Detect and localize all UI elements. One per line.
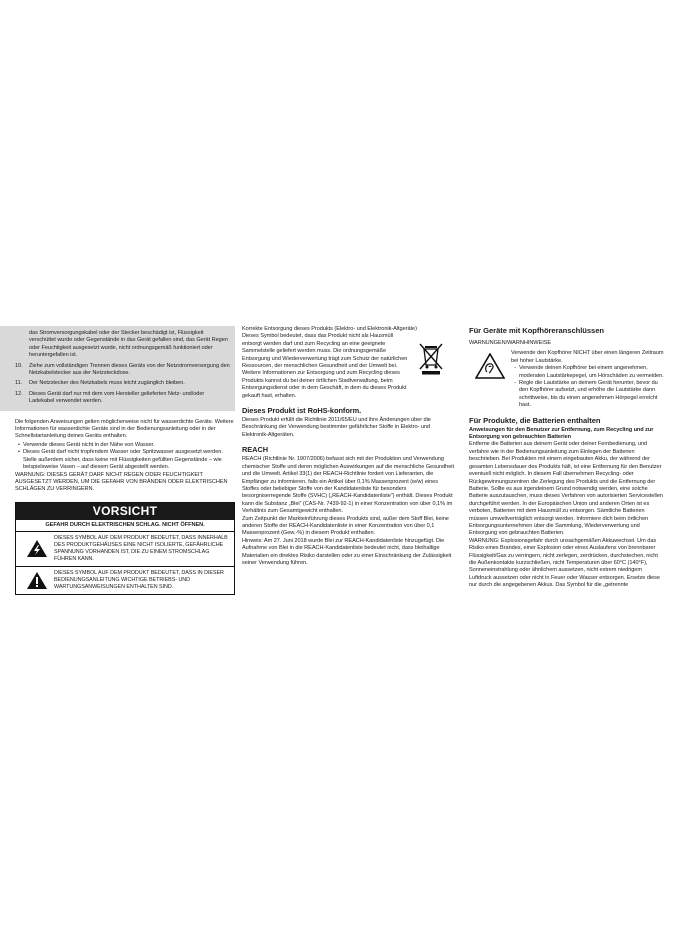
caution-subtitle: GEFAHR DURCH ELEKTRISCHEN SCHLAG. NICHT ÖFFNEN. [16, 520, 234, 532]
electric-shock-warning-icon [20, 539, 54, 558]
reach-heading: REACH [242, 445, 269, 455]
battery-heading: Für Produkte, die Batterien enthalten [469, 415, 601, 425]
caution-row: DIESES SYMBOL AUF DEM PRODUKT BEDEUTET, DASS INNERHALB DES PRODUKTGEHÄUSES EINE NICHT ISOLIERTE, GEFÄHRLICHE SPANNUNG VORHANDEN IST, DIE ZU EINEM STROMSCHLAG FÜHREN KANN. [16, 532, 234, 566]
list-item: 10. Ziehe zum vollständigen Trennen dieses Geräts von der Netzstromversorgung den Netzkabelstecker aus der Netzsteckdose. [15, 362, 230, 377]
reach-note: Hinweis: Am 27. Juni 2018 wurde Blei zur REACH-Kandidatenliste hinzugefügt. Die Aufnahme von Blei in die REACH-Kandidatenliste bedeutet nicht, dass bleihaltige Materialien ein direktes Risiko darstellen oder zu einer Einschränkung der Zulässigkeit seiner Verwendung führen. [242, 537, 452, 566]
caution-box [15, 502, 235, 595]
column-left [15, 326, 235, 595]
battery-warning: WARNUNG: Explosionsgefahr durch unsachgemäßen Akkuwechsel. Um das Risiko eines Brandes, einer Explosion oder eines Auslaufens von brennbarer Flüssigkeit/Gas zu verringern, nicht zerlegen, zerdrücken, durchstechen, nicht die Außenkontakte kurzschließen, nicht Temperaturen über 60°C (140°F), Sonneneinstrahlung oder ähnlichem aussetzen, nicht extrem niedrigem Luftdruck aussetzen oder nicht in Feuer oder Wasser entsorgen. Ersetze diese nur durch die angegebenen Akkus. Das Symbol für die „getrennte [469, 537, 660, 589]
disposal-heading: Korrekte Entsorgung dieses Produkts (Elektro- und Elektronik-Altgeräte) [242, 326, 417, 332]
crossed-bin-icon [408, 333, 454, 400]
list-continuation: das Stromversorgungskabel oder der Stecker beschädigt ist, Flüssigkeit verschüttet wurde oder Gegenstände in das Gerät gefallen sind, das Gerät Regen oder Feuchtigkeit ausgesetzt wurde, nicht ordnungsgemäß funktioniert oder heruntergefallen ist. [29, 330, 228, 359]
caution-title: VORSICHT [16, 503, 234, 520]
headphone-warning-label: WARNUNGEN/WARNHINWEISE [469, 340, 552, 346]
headphone-text: Verwende den Kopfhörer NICHT über einen längeren Zeitraum bei hoher Lautstärke. [511, 350, 664, 364]
list-item: - Verwende deinen Kopfhörer bei einem angenehmen, moderaten Lautstärkepegel, um Hörschäden zu vermeiden. [514, 365, 664, 379]
headphone-heading: Für Geräte mit Kopfhöreranschlüssen [469, 326, 604, 335]
disposal-text: Dieses Symbol bedeutet, dass das Produkt nicht als Hausmüll entsorgt werden darf und zum Recycling an eine geeignete Sammelstelle geliefert werden muss. Die ordnungsgemäße Entsorgung und Wiederverwertung trägt zum Schutz der natürlichen Ressourcen, der menschlichen Gesundheit und der Umwelt bei. Weitere Informationen zur Entsorgung und zum Recycling dieses Produkts kannst du bei deiner örtlichen Stadtverwaltung, beim Entsorgungsdienst oder in dem Geschäft, in dem du dieses Produkt gekauft hast, erhalten. [242, 333, 408, 399]
column-right [469, 326, 665, 590]
column-middle [242, 326, 454, 567]
rohs-heading: Dieses Produkt ist RoHS-konform. [242, 406, 362, 416]
list-item: • Dieses Gerät darf nicht tropfendem Wasser oder Spritzwasser ausgesetzt werden. Stelle außerdem sicher, dass keine mit Flüssigkeiten gefüllten Gegenstände – wie beispielsweise Vasen – auf diesem Gerät abgestellt werden. [18, 449, 223, 471]
safety-list-box [0, 326, 235, 411]
list-item: 12. Dieses Gerät darf nur mit dem vom Hersteller gelieferten Netz- und/oder Ladekabel verwendet werden. [15, 390, 205, 405]
list-item: 11. Der Netzstecker des Netzkabels muss leicht zugänglich bleiben. [15, 380, 185, 387]
reach-text: REACH (Richtlinie Nr. 1907/2006) befasst sich mit der Produktion und Verwendung chemischer Stoffe und deren möglichen Auswirkungen auf die menschliche Gesundheit und die Umwelt. Artikel 33(1) der REACH-Richtlinie fordert von Lieferanten, die Empfänger zu informieren, falls ein Artikel über 0,1% Massenprozent (w/w) eines Stoffes oder beliebiger Stoffe von der Kandidatenliste für besonders besorgniserregende Stoffe (SVHC) („REACH-Kandidatenliste“) enthält. Dieses Produkt kann die Substanz „Blei“ (CAS-Nr. 7439-92-1) in einer Konzentration von über 0,1% im Verhältnis zum Gesamtgewicht enthalten. [242, 456, 454, 515]
caution-row: DIESES SYMBOL AUF DEM PRODUKT BEDEUTET, DASS IN DIESER BEDIENUNGSANLEITUNG WICHTIGE BETRIEBS- UND WARTUNGSANWEISUNGEN ENTHALTEN SIND. [16, 566, 234, 594]
hearing-warning-icon [469, 350, 511, 409]
battery-text: Entferne die Batterien aus deinem Gerät oder deiner Fernbedienung, und verfahre wie in der Bedienungsanleitung zum Einlegen der Batterien beschrieben. Bei Produkten mit einem eingebauten Akku, der während der gesamten Lebensdauer des Produkts hält, ist eine Entfernung für den Benutzer eventuell nicht möglich. In diesem Fall übernehmen Recycling- oder Rückgewinnungszentren die Zerlegung des Produkts und die Entfernung der Batterie. Sollte es aus irgendeinem Grund notwendig werden, eine solche Batterie auszutauschen, muss dieses Verfahren von autorisierten Servicestellen durchgeführt werden. In der Europäischen Union und anderen Orten ist es verboten, Batterien mit dem Hausmüll zu entsorgen. Sämtliche Batterien müssen umweltverträglich entsorgt werden. Informiere dich beim örtlichen Entsorgungsunternehmen über die Sammlung, Wiederverwertung und Entsorgung von gebrauchten Batterien. [469, 441, 663, 537]
waterproof-intro: Die folgenden Anweisungen gelten möglicherweise nicht für wasserdichte Geräte. Weitere Informationen für wasserdichte Geräte sind in der Bedienungsanleitung oder in der Schnellstartanleitung deines Geräts enthalten. [15, 418, 234, 440]
exclamation-warning-icon [20, 571, 54, 590]
list-item: - Regle die Lautstärke an deinem Gerät herunter, bevor du den Kopfhörer aufsetzt, und erhöhe die Lautstärke dann schrittweise, bis du einen angenehmen Hörpegel erreicht hast. [514, 380, 658, 409]
list-item: • Verwende dieses Gerät nicht in der Nähe von Wasser. [18, 441, 155, 448]
battery-subheading: Anweisungen für den Benutzer zur Entfernung, zum Recycling und zur Entsorgung von gebrauchten Batterien [469, 426, 654, 441]
rohs-text: Dieses Produkt erfüllt die Richtlinie 2011/65/EU und ihre Änderungen über die Beschränkung der Verwendung bestimmter gefährlicher Stoffe in Elektro- und Elektronik-Altgeräten. [242, 417, 431, 438]
moisture-warning: WARNUNG: DIESES GERÄT DARF NICHT REGEN ODER FEUCHTIGKEIT AUSGESETZT WERDEN, UM DIE GEFAHR VON BRÄNDEN ODER ELEKTRISCHEN SCHLÄGEN ZU VERRINGERN. [15, 471, 228, 493]
reach-text: Zum Zeitpunkt der Markteinführung dieses Produkts sind, außer dem Stoff Blei, keine anderen Stoffe der REACH-Kandidatenliste in einer Konzentration von über 0,1 Massenprozent (Gew.-%) in diesem Produkt enthalten. [242, 515, 449, 537]
